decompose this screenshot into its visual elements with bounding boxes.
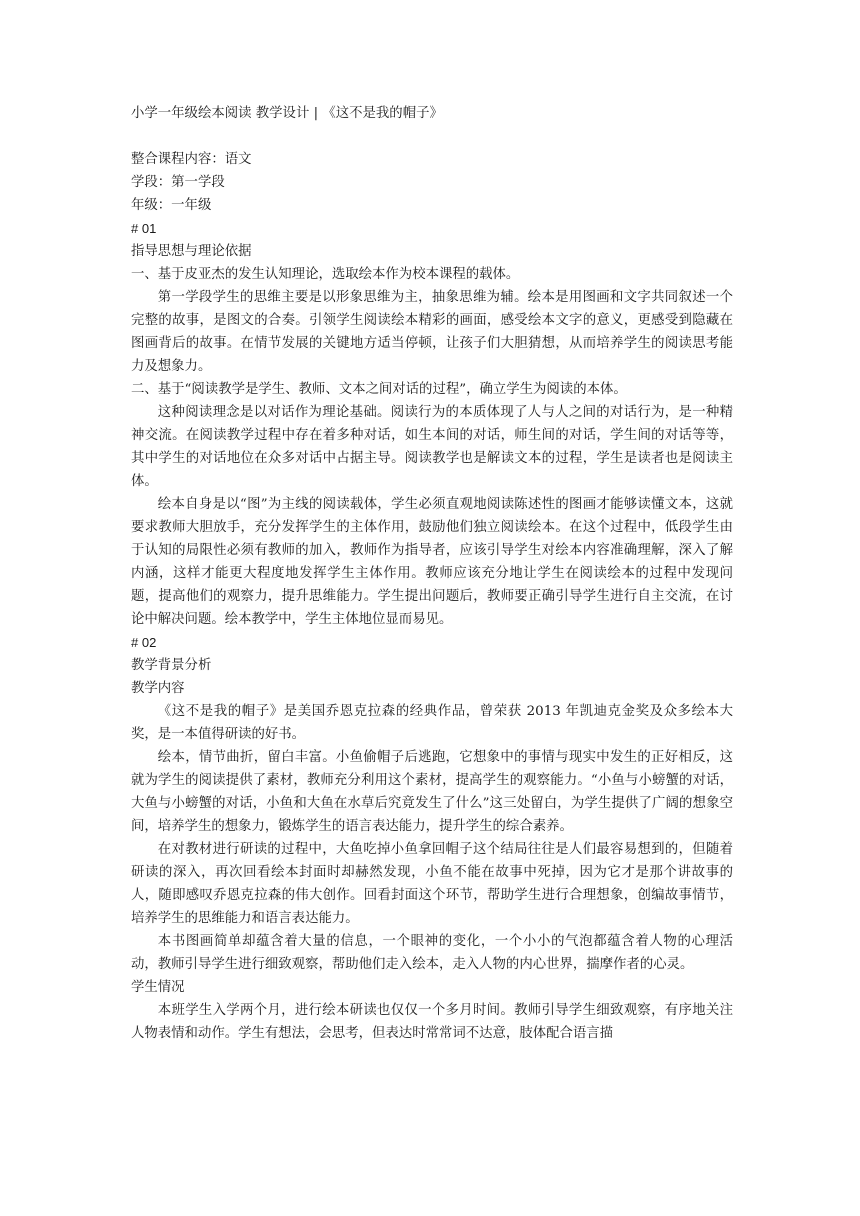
course-content: 整合课程内容：语文 [131, 152, 252, 167]
section-heading-background: 教学背景分析 [131, 658, 212, 673]
paragraph-thinking-style: 第一学段学生的思维主要是以形象思维为主，抽象思维为辅。绘本是用图画和文字共同叙述一个完整的故事，是图文的合奏。引领学生阅读绘本精彩的画面，感受绘本文字的意义，更感受到隐藏在图画背后的故事。在情节发展的关键地方适当停顿，让孩子们大胆猜想，从而培养学生的阅读思考能力及想象力。 [131, 290, 733, 374]
paragraph-student-situation: 本班学生入学两个月，进行绘本研读也仅仅一个多月时间。教师引导学生细致观察，有序地关注人物表情和动作。学生有想法，会思考，但表达时常常词不达意，肢体配合语言描 [131, 1003, 733, 1041]
point-two-heading: 二、基于“阅读教学是学生、教师、文本之间对话的过程”，确立学生为阅读的本体。 [131, 382, 627, 397]
paragraph-study-process: 在对教材进行研读的过程中，大鱼吃掉小鱼拿回帽子这个结局往往是人们最容易想到的，但随着研读的深入，再次回看绘本封面时却赫然发现，小鱼不能在故事中死掉，因为它才是那个讲故事的人，随即感叹乔恩克拉森的伟大创作。回看封面这个环节，帮助学生进行合理想象，创编故事情节，培养学生的思维能力和语言表达能力。 [131, 842, 733, 926]
paragraph-illustrations: 本书图画简单却蕴含着大量的信息，一个眼神的变化，一个小小的气泡都蕴含着人物的心理活动，教师引导学生进行细致观察，帮助他们走入绘本，走入人物的内心世界，揣摩作者的心灵。 [131, 934, 733, 972]
section-number-02: # 02 [131, 635, 157, 650]
subheading-student-situation: 学生情况 [131, 980, 185, 995]
point-one-heading: 一、基于皮亚杰的发生认知理论，选取绘本作为校本课程的载体。 [131, 267, 520, 282]
paragraph-plot: 绘本，情节曲折，留白丰富。小鱼偷帽子后逃跑，它想象中的事情与现实中发生的正好相反，这就为学生的阅读提供了素材，教师充分利用这个素材，提高学生的观察能力。“小鱼与小螃蟹的对话，大鱼与小螃蟹的对话，小鱼和大鱼在水草后究竟发生了什么”这三处留白，为学生提供了广阔的想象空间，培养学生的想象力，锻炼学生的语言表达能力，提升学生的综合素养。 [131, 750, 733, 834]
paragraph-dialogue-theory: 这种阅读理念是以对话作为理论基础。阅读行为的本质体现了人与人之间的对话行为，是一种精神交流。在阅读教学过程中存在着多种对话，如生本间的对话，师生间的对话，学生间的对话等等，其中学生的对话地位在众多对话中占据主导。阅读教学也是解读文本的过程，学生是读者也是阅读主体。 [131, 405, 733, 489]
paragraph-book-intro: 《这不是我的帽子》是美国乔恩克拉森的经典作品，曾荣获 2013 年凯迪克金奖及众多绘本大奖，是一本值得研读的好书。 [131, 704, 733, 742]
learning-stage: 学段：第一学段 [131, 175, 225, 190]
grade-level: 年级：一年级 [131, 198, 212, 213]
section-heading-guiding-ideas: 指导思想与理论依据 [131, 244, 252, 259]
document-page [131, 102, 733, 1045]
section-number-01: # 01 [131, 221, 157, 236]
paragraph-picture-reading: 绘本自身是以“图”为主线的阅读载体，学生必须直观地阅读陈述性的图画才能够读懂文本，这就要求教师大胆放手，充分发挥学生的主体作用，鼓励他们独立阅读绘本。在这个过程中，低段学生由于认知的局限性必须有教师的加入，教师作为指导者，应该引导学生对绘本内容准确理解，深入了解内涵，这样才能更大程度地发挥学生主体作用。教师应该充分地让学生在阅读绘本的过程中发现问题，提高他们的观察力，提升思维能力。学生提出问题后，教师要正确引导学生进行自主交流，在讨论中解决问题。绘本教学中，学生主体地位显而易见。 [131, 497, 733, 627]
subheading-teaching-content: 教学内容 [131, 681, 185, 696]
document-title: 小学一年级绘本阅读 教学设计 | 《这不是我的帽子》 [131, 106, 443, 121]
